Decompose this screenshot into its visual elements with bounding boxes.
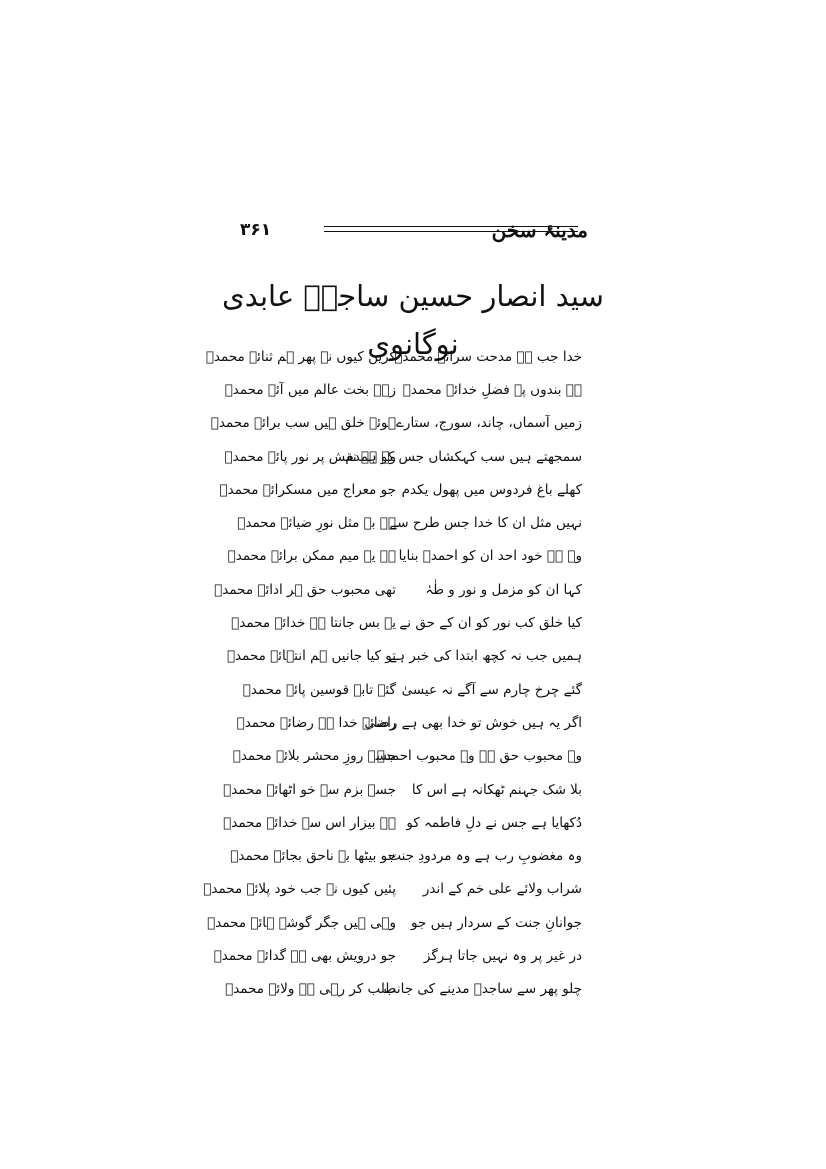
- poet-name-heading: سید انصار حسین ساجدؔ عابدی نوگانوی: [222, 279, 604, 361]
- misra-second: جسے بزم سے خو اٹھائے محمدؐ: [223, 781, 396, 798]
- misra-second: گئے تابہ قوسین پائے محمدؐ: [242, 681, 396, 698]
- page-header: [240, 214, 586, 254]
- misra-first: جوانانِ جنت کے سردار ہیں جو: [411, 914, 582, 931]
- misra-first: گئے چرخ چارم سے آگے نہ عیسیٰ: [401, 681, 582, 698]
- verse-row: [224, 373, 582, 406]
- misra-second: زہے بخت عالم میں آئے محمدؐ: [224, 381, 396, 398]
- book-name: مدینۂ سخن: [491, 218, 588, 242]
- misra-first: وہ ہے خود احد ان کو احمدؐ بنایا: [398, 548, 582, 565]
- verse-row: [224, 440, 582, 473]
- misra-first: ہمیں جب نہ کچھ ابتدا کی خبر ہے: [389, 648, 582, 665]
- verse-row: [237, 506, 582, 539]
- misra-second: رضائے خدا ہے رضائے محمدؐ: [236, 714, 396, 731]
- verse-row: [236, 706, 582, 739]
- misra-first: وہ مغضوبِ رب ہے وہ مردودِ جنت: [388, 848, 582, 865]
- verse-row: [242, 673, 582, 706]
- misra-first: در غیر پر وہ نہیں جاتا ہرگز: [423, 947, 582, 964]
- misra-first: چلو پھر سے ساجدؔ مدینے کی جانب: [383, 981, 582, 998]
- verse-row: [230, 839, 582, 872]
- verse-row: [207, 906, 582, 939]
- misra-second: ہے بے مثل نورِ ضیائے محمدؐ: [237, 515, 396, 532]
- misra-second: وہی ہیں جگر گوشہ ہائے محمدؐ: [207, 914, 396, 931]
- misra-first: نہیں مثل ان کا خدا جس طرح سے: [389, 515, 582, 532]
- misra-second: جو بیٹھا بہ ناحق بجائے محمدؐ: [230, 848, 396, 865]
- misra-first: ہے بندوں پہ فضلِ خدائے محمدؐ: [402, 381, 582, 398]
- misra-first: سمجھتے ہیں سب کہکشاں جس کو ہمدم: [345, 448, 582, 465]
- page-number: ۳۶۱: [240, 220, 272, 240]
- misra-second: یہ بس جانتا ہے خدائے محمدؐ: [231, 615, 396, 632]
- verse-row: [232, 740, 582, 773]
- verse-row: [210, 407, 582, 440]
- misra-first: کھلے باغ فردوس میں پھول یکدم: [401, 481, 582, 498]
- misra-first: کہا ان کو مزمل و نور و طٰہٰ: [425, 581, 582, 598]
- misra-second: جو درویش بھی ہے گدائے محمدؐ: [213, 947, 396, 964]
- verse-row: [231, 606, 582, 639]
- misra-second: تو کیا جانیں ہم انتہائے محمدؐ: [226, 648, 396, 665]
- verse-row: [226, 640, 582, 673]
- verse-row: [213, 939, 582, 972]
- misra-second: طلب کر رہی ہے ولائے محمدؐ: [225, 981, 396, 998]
- verse-row: [203, 873, 582, 906]
- misra-second: جسے روزِ محشر بلائے محمدؐ: [232, 748, 396, 765]
- misra-first: خدا جب ہے مدحت سرائے محمدؐ: [394, 348, 582, 365]
- misra-first: بلا شک جہنم ٹھکانہ ہے اس کا: [411, 781, 582, 798]
- verse-row: [223, 806, 582, 839]
- misra-second: پئیں کیوں نہ جب خود پلائے محمدؐ: [203, 881, 396, 898]
- verse-row: [205, 340, 582, 373]
- misra-second: وہ ہے نقش پر نور پائے محمدؐ: [224, 448, 396, 465]
- misra-first: وہ محبوب حق ہے وہ محبوب احمدؐ: [376, 748, 582, 765]
- misra-first: اگر یہ ہیں خوش تو خدا بھی ہے راضی: [364, 714, 582, 731]
- misra-first: دُکھایا ہے جس نے دلِ فاطمہ کو: [406, 814, 582, 831]
- verse-row: [223, 773, 582, 806]
- poem-body: [203, 340, 582, 1006]
- misra-second: تھی محبوب حق ہر ادائے محمدؐ: [214, 581, 396, 598]
- misra-second: ہے بیزار اس سے خدائے محمدؐ: [223, 814, 396, 831]
- verse-row: [227, 540, 582, 573]
- misra-second: ہے یہ میم ممکن برائے محمدؐ: [227, 548, 396, 565]
- misra-second: جو معراج میں مسکرائے محمدؐ: [219, 481, 396, 498]
- misra-first: کیا خلق کب نور کو ان کے حق نے: [399, 615, 582, 632]
- misra-first: شراب ولائے علی خم کے اندر: [422, 881, 582, 898]
- verse-row: [225, 973, 582, 1006]
- verse-row: [214, 573, 582, 606]
- verse-row: [219, 473, 582, 506]
- misra-second: کریں کیوں نہ پھر ہم ثنائے محمدؐ: [205, 348, 396, 365]
- misra-second: ہوئے خلق ہیں سب برائے محمدؐ: [210, 415, 396, 432]
- misra-first: زمیں آسماں، چاند، سورج، ستارے: [396, 415, 582, 432]
